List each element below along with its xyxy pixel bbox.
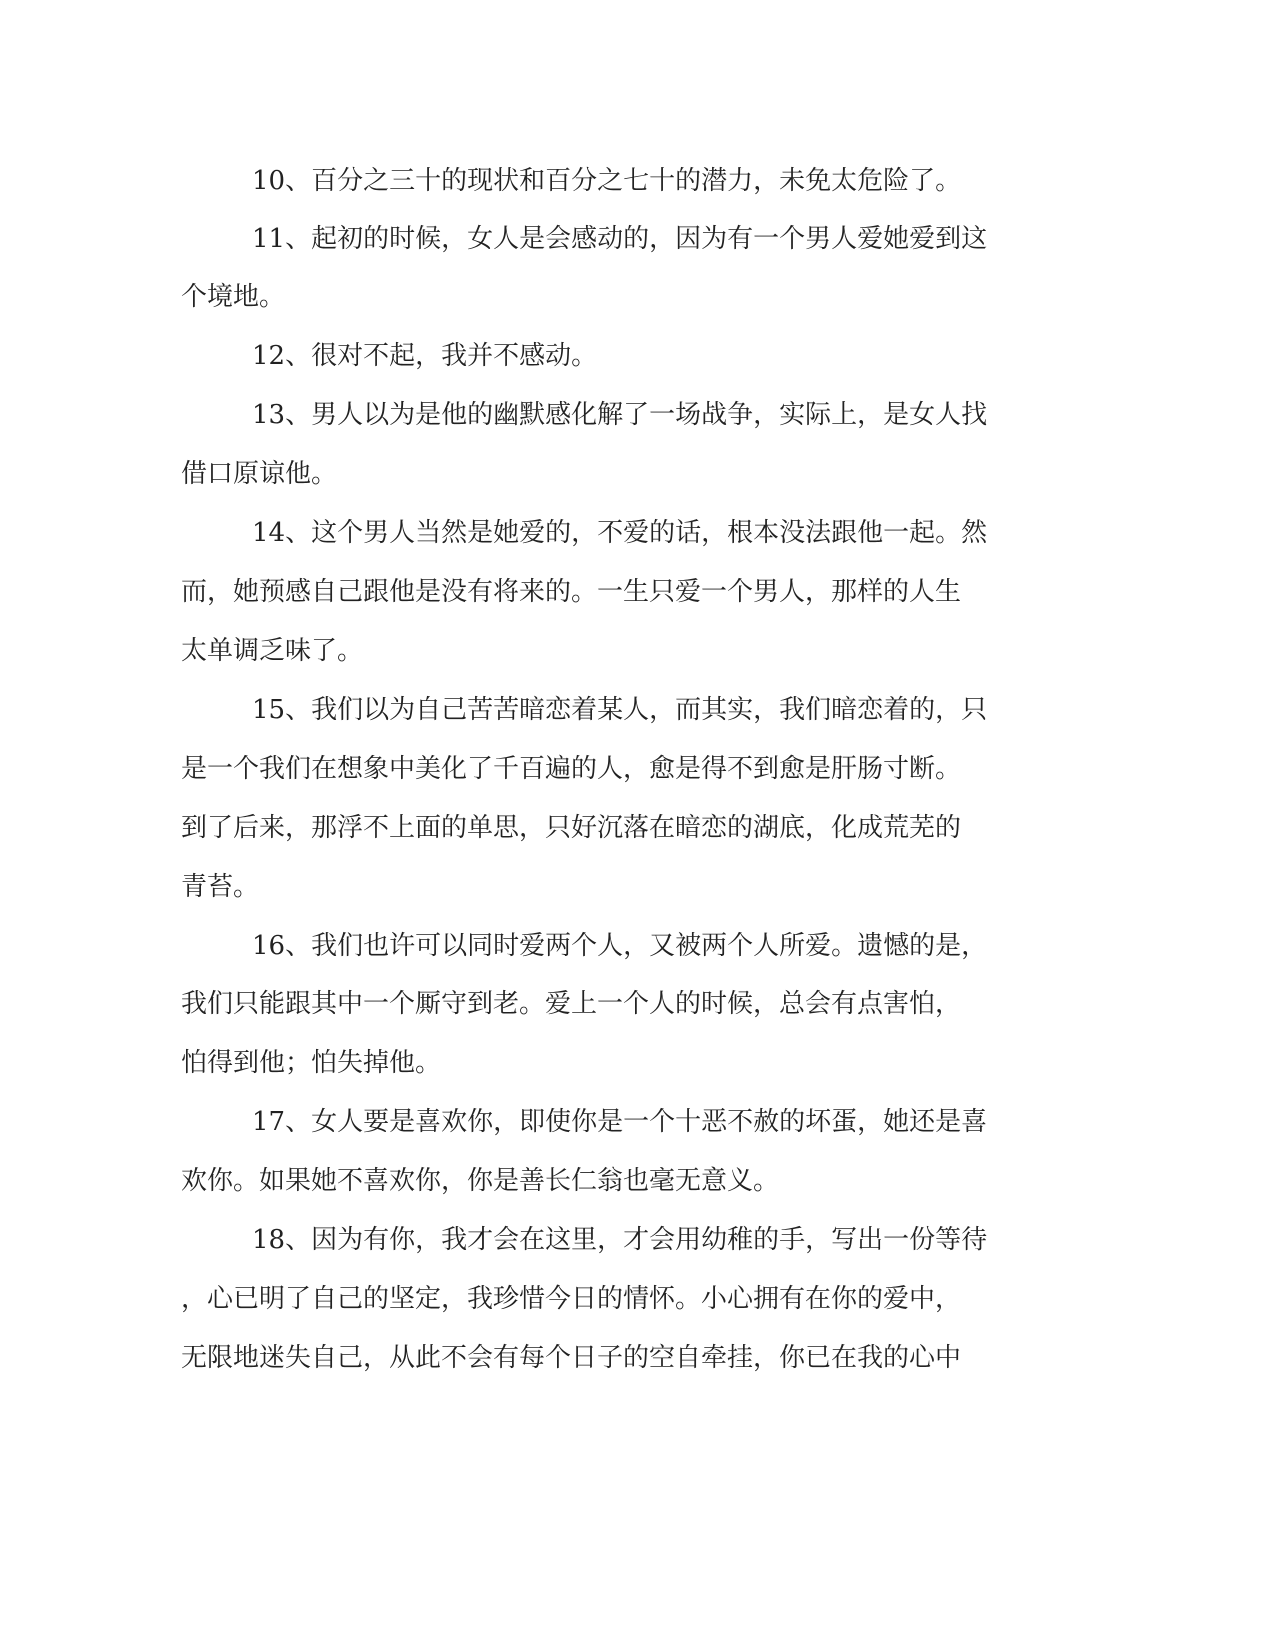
text-line: 13、男人以为是他的幽默感化解了一场战争，实际上，是女人找 [252,400,988,430]
text-line: 到了后来，那浮不上面的单思，只好沉落在暗恋的湖底，化成荒芜的 [181,813,962,843]
text-line: 10、百分之三十的现状和百分之七十的潜力，未免太危险了。 [252,166,962,196]
text-line: 16、我们也许可以同时爱两个人，又被两个人所爱。遗憾的是， [252,931,988,961]
text-line: 12、很对不起，我并不感动。 [252,341,598,371]
text-line: ，心已明了自己的坚定，我珍惜今日的情怀。小心拥有在你的爱中， [181,1284,962,1314]
text-line: 我们只能跟其中一个厮守到老。爱上一个人的时候，总会有点害怕， [181,989,962,1019]
text-line: 无限地迷失自己，从此不会有每个日子的空自牵挂，你已在我的心中 [181,1343,962,1373]
text-line: 14、这个男人当然是她爱的，不爱的话，根本没法跟他一起。然 [252,518,988,548]
text-line: 借口原谅他。 [181,459,338,489]
text-line: 是一个我们在想象中美化了千百遍的人，愈是得不到愈是肝肠寸断。 [181,754,962,784]
text-line: 17、女人要是喜欢你，即使你是一个十恶不赦的坏蛋，她还是喜 [252,1107,988,1137]
text-line: 个境地。 [181,282,286,312]
text-line: 欢你。如果她不喜欢你，你是善长仁翁也毫无意义。 [181,1166,780,1196]
text-line: 15、我们以为自己苦苦暗恋着某人，而其实，我们暗恋着的，只 [252,695,988,725]
text-line: 怕得到他；怕失掉他。 [181,1048,442,1078]
text-line: 18、因为有你，我才会在这里，才会用幼稚的手，写出一份等待 [252,1225,988,1255]
text-line: 而，她预感自己跟他是没有将来的。一生只爱一个男人，那样的人生 [181,577,962,607]
text-line: 青苔。 [181,872,260,902]
text-line: 太单调乏味了。 [181,636,364,666]
text-line: 11、起初的时候，女人是会感动的，因为有一个男人爱她爱到这 [252,224,988,254]
